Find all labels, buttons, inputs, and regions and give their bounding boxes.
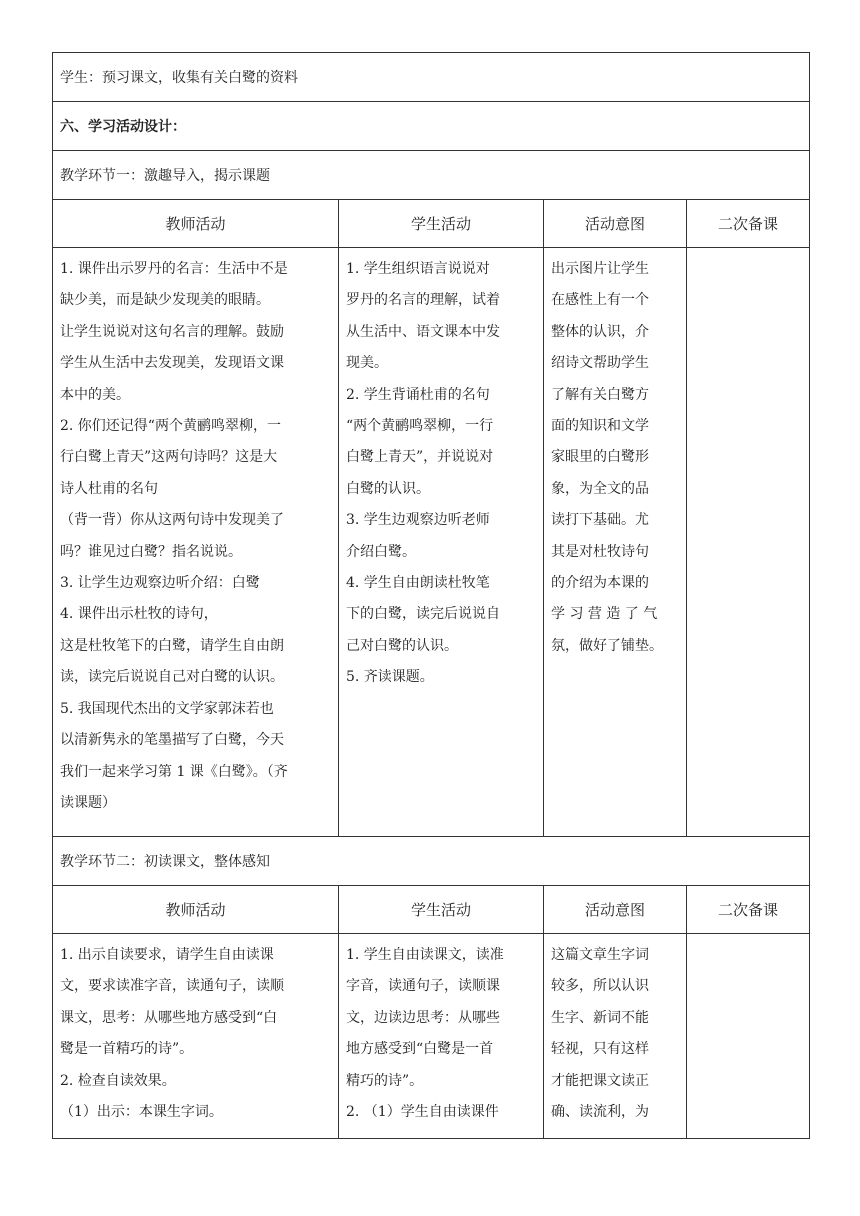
- header-notes: 二次备课: [687, 886, 810, 934]
- text-line: 5. 我国现代杰出的文学家郭沫若也: [60, 700, 274, 717]
- text-line: （1）出示：本课生字词。: [60, 1104, 223, 1121]
- text-line: 下的白鹭，读完后说说自: [346, 606, 500, 623]
- text-line: 己对白鹭的认识。: [346, 637, 458, 654]
- text-line: 4. 课件出示杜牧的诗句，: [60, 606, 218, 623]
- text-line: 让学生说说对这句名言的理解。鼓励: [60, 323, 284, 340]
- phase2-intent-cell: [544, 934, 687, 1139]
- text-line: 这是杜牧笔下的白鹭，请学生自由朗: [60, 637, 284, 654]
- text-line: 读打下基础。尤: [551, 512, 649, 529]
- text-line: 学 习 营 造 了 气: [551, 606, 658, 623]
- header-student: 学生活动: [339, 886, 544, 934]
- text-line: 绍诗文帮助学生: [551, 355, 649, 372]
- text-line: 5. 齐读课题。: [346, 669, 434, 686]
- phase1-title: 教学环节一：激趣导入，揭示课题: [53, 151, 810, 200]
- text-line: 以清新隽永的笔墨描写了白鹭，今天: [60, 732, 284, 749]
- phase1-content-row: [53, 248, 810, 837]
- text-line: 字音，读通句子，读顺课: [346, 978, 500, 995]
- text-line: 才能把课文读正: [551, 1072, 649, 1089]
- header-teacher: 教师活动: [53, 200, 339, 248]
- phase2-content-row: [53, 934, 810, 1139]
- text-line: 2. （1）学生自由读课件: [346, 1104, 499, 1121]
- header-intent: 活动意图: [544, 886, 687, 934]
- text-line: 精巧的诗”。: [346, 1072, 424, 1089]
- text-line: 缺少美，而是缺少发现美的眼睛。: [60, 292, 270, 309]
- text-line: （背一背）你从这两句诗中发现美了: [60, 512, 284, 529]
- text-line: 读，读完后说说自己对白鹭的认识。: [60, 669, 284, 686]
- phase2-teacher-cell: [53, 934, 339, 1139]
- text-line: 象，为全文的品: [551, 480, 649, 497]
- text-line: 整体的认识，介: [551, 323, 649, 340]
- text-line: 读课题）: [60, 794, 116, 811]
- text-line: 3. 学生边观察边听老师: [346, 512, 490, 529]
- phase1-notes-cell: [687, 248, 810, 837]
- text-line: 文，要求读准字音，读通句子，读顺: [60, 978, 284, 995]
- phase1-header-row: [53, 200, 810, 248]
- phase2-student-cell: [339, 934, 544, 1139]
- text-line: 较多，所以认识: [551, 978, 649, 995]
- text-line: 1. 课件出示罗丹的名言：生活中不是: [60, 261, 288, 277]
- text-line: 行白鹭上青天”这两句诗吗？这是大: [60, 449, 278, 466]
- text-line: 在感性上有一个: [551, 292, 649, 309]
- text-line: 课文，思考：从哪些地方感受到“白: [60, 1009, 278, 1026]
- header-intent: 活动意图: [544, 200, 687, 248]
- text-line: 生字、新词不能: [551, 1009, 649, 1026]
- text-line: 2. 检查自读效果。: [60, 1072, 176, 1089]
- text-line: 1. 出示自读要求，请学生自由读课: [60, 947, 274, 963]
- header-teacher: 教师活动: [53, 886, 339, 934]
- phase2-title: 教学环节二：初读课文，整体感知: [53, 837, 810, 886]
- header-student: 学生活动: [339, 200, 544, 248]
- phase1-intent-cell: [544, 248, 687, 837]
- text-line: 文，边读边思考：从哪些: [346, 1009, 500, 1026]
- text-line: 诗人杜甫的名句: [60, 480, 158, 497]
- text-line: 1. 学生自由读课文，读准: [346, 947, 504, 963]
- text-line: 这篇文章生字词: [551, 947, 649, 963]
- text-line: 白鹭上青天”，并说说对: [346, 449, 494, 466]
- text-line: 罗丹的名言的理解，试着: [346, 292, 500, 309]
- text-line: 介绍白鹭。: [346, 543, 416, 560]
- text-line: 1. 学生组织语言说说对: [346, 261, 490, 277]
- phase2-notes-cell: [687, 934, 810, 1139]
- text-line: 4. 学生自由朗读杜牧笔: [346, 575, 490, 592]
- phase2-header-row: [53, 886, 810, 934]
- phase1-student-cell: [339, 248, 544, 837]
- text-line: 3. 让学生边观察边听介绍：白鹭: [60, 575, 260, 592]
- prep-row: 学生：预习课文，收集有关白鹭的资料: [53, 53, 810, 102]
- text-line: “两个黄鹂鸣翠柳，一行: [346, 418, 494, 435]
- text-line: 吗？谁见过白鹭？指名说说。: [60, 543, 242, 560]
- text-line: 家眼里的白鹭形: [551, 449, 649, 466]
- text-line: 的介绍为本课的: [551, 575, 649, 592]
- text-line: 从生活中、语文课本中发: [346, 323, 500, 340]
- text-line: 白鹭的认识。: [346, 480, 430, 497]
- text-line: 2. 学生背诵杜甫的名句: [346, 386, 490, 403]
- lesson-plan-table: [52, 52, 810, 1139]
- section-heading: 六、学习活动设计：: [53, 102, 810, 151]
- text-line: 鹭是一首精巧的诗”。: [60, 1041, 194, 1058]
- text-line: 本中的美。: [60, 386, 130, 403]
- text-line: 2. 你们还记得“两个黄鹂鸣翠柳，一: [60, 418, 281, 435]
- text-line: 确、读流利，为: [551, 1104, 649, 1121]
- text-line: 了解有关白鹭方: [551, 386, 649, 403]
- phase1-teacher-cell: [53, 248, 339, 837]
- text-line: 出示图片让学生: [551, 261, 649, 277]
- text-line: 我们一起来学习第 1 课《白鹭》。（齐: [60, 763, 288, 780]
- text-line: 其是对杜牧诗句: [551, 543, 649, 560]
- header-notes: 二次备课: [687, 200, 810, 248]
- text-line: 面的知识和文学: [551, 418, 649, 435]
- text-line: 现美。: [346, 355, 388, 372]
- text-line: 地方感受到“白鹭是一首: [346, 1041, 494, 1058]
- text-line: 轻视，只有这样: [551, 1041, 649, 1058]
- text-line: 学生从生活中去发现美，发现语文课: [60, 355, 284, 372]
- text-line: 氛，做好了铺垫。: [551, 637, 663, 654]
